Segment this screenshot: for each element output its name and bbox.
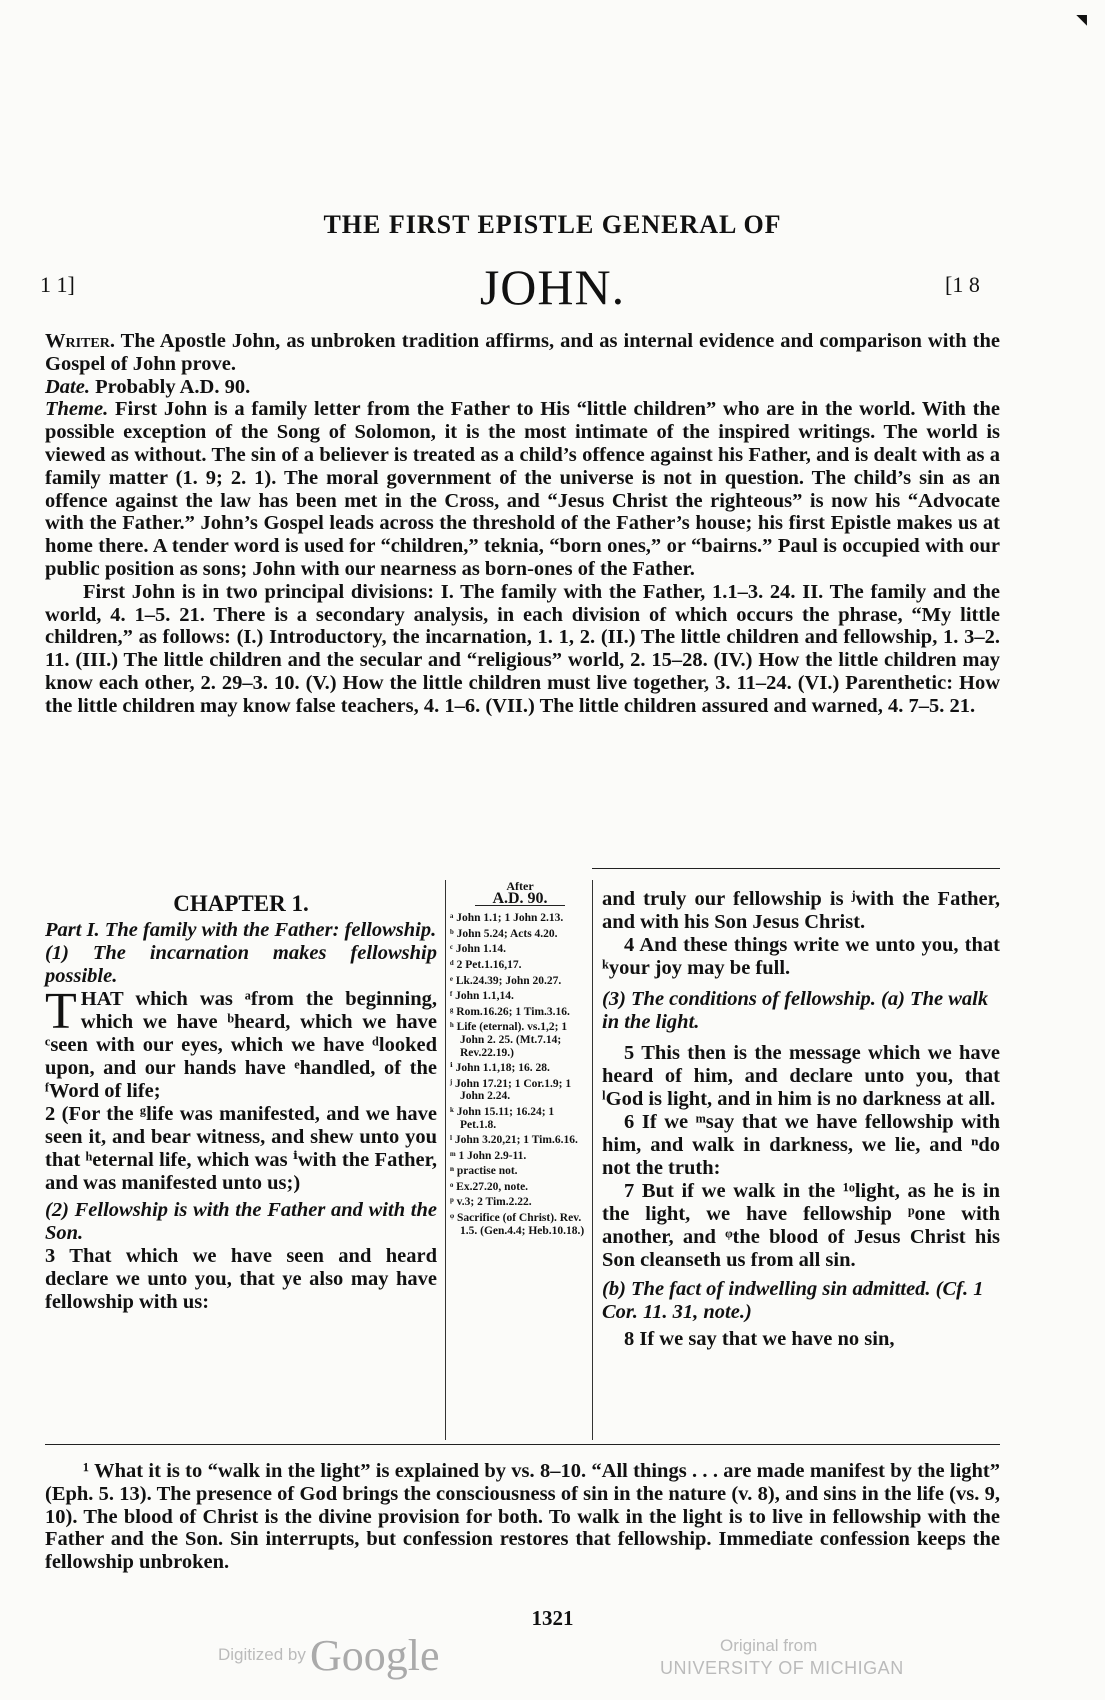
introduction (45, 330, 1000, 718)
university-label: UNIVERSITY OF MICHIGAN (660, 1658, 904, 1678)
margin-reference: ᵍ Rom.16.26; 1 Tim.3.16. (450, 1005, 570, 1018)
margin-reference: ᵉ Lk.24.39; John 20.27. (450, 974, 562, 987)
google-logo: Google (310, 1631, 440, 1680)
margin-reference: ᵈ 2 Pet.1.16,17. (450, 958, 522, 971)
corner-mark: ◥ (1076, 13, 1087, 28)
writer-label: Writer. (45, 330, 115, 352)
epistle-title: THE FIRST EPISTLE GENERAL OF (323, 210, 782, 239)
margin-reference: ᶜ John 1.14. (450, 943, 507, 956)
date-label: Date. (45, 375, 90, 398)
margin-reference: ᶠ John 1.1,14. (450, 990, 514, 1003)
margin-reference: ᵖ v.3; 2 Tim.2.22. (450, 1196, 532, 1209)
section-heading-incarnation: (1) The incarnation makes fellowship possible. (45, 942, 437, 987)
margin-reference: ᵇ John 5.24; Acts 4.20. (450, 927, 558, 940)
margin-references (450, 880, 590, 1240)
column-divider-top (592, 868, 1000, 869)
digitized-by-label: Digitized by (218, 1645, 306, 1664)
reference-list (450, 912, 590, 1237)
verse-3: 3 That which we have seen and heard declare we unto you, that ye also may have fellowship with us: (45, 1245, 437, 1313)
margin-reference: ʲ John 17.21; 1 Cor.1.9; 1 John 2.24. (450, 1077, 572, 1103)
margin-reference: ᵠ Sacrifice (of Christ). Rev. 1.5. (Gen.4.4; Heb.10.18.) (450, 1212, 585, 1237)
original-from-label: Original from (720, 1636, 818, 1655)
left-column (45, 892, 437, 1314)
section-heading-indwelling-sin: (b) The fact of indwelling sin admitted. (Cf. 1 Cor. 11. 31, note.) (602, 1278, 984, 1323)
right-reference: [1 8 (945, 272, 980, 297)
footnote (45, 1460, 1000, 1574)
drop-cap: T (45, 983, 77, 1040)
after-label: After (506, 879, 534, 893)
verse-2: 2 (For the ᵍlife was manifested, and we have seen it, and bear witness, and shew unto you that ʰeternal life, which was ⁱwith the Father, and was manifested unto us;) (45, 1103, 437, 1194)
verse-6: 6 If we ᵐsay that we have fellowship with him, and walk in darkness, we lie, and ⁿdo not the truth: (602, 1111, 1000, 1179)
verse-4: 4 And these things write we unto you, that ᵏyour joy may be full. (602, 934, 1000, 979)
margin-reference: ᵒ Ex.27.20, note. (450, 1180, 529, 1193)
part-heading: Part I. The family with the Father: fellowship. (45, 919, 437, 941)
page-number: 1321 (531, 1606, 574, 1630)
margin-reference: ᵃ John 1.1; 1 John 2.13. (450, 912, 564, 925)
divisions-text: First John is in two principal divisions: I. The family with the Father, 1.1–3. 24. II. The family and the world, 4. 1–5. 21. There is a secondary analysis, in each division of which occurs the phrase, “My little children,” as follows: (I.) Introductory, the incarnation, 1. 1, 2. (II.) The little children and fellowship, 1. 3–2. 11. (III.) The little children and the secular and “religious” world, 2. 15–28. (IV.) How the little children may know each other, 2. 29–3. 10. (V.) How the little children must live together, 3. 11–24. (VI.) Parenthetic: How the little children may know false teachers, 4. 1–6. (VII.) The little children assured and warned, 4. 7–5. 21. (45, 580, 1000, 717)
verse-1: HAT which was ᵃfrom the beginning, which we have ᵇheard, which we have ᶜseen with our eyes, which we have ᵈlooked upon, and our hands have ᵉhandled, of the ᶠWord of life; (45, 988, 437, 1102)
date-text: Probably A.D. 90. (95, 375, 251, 398)
margin-reference: ᵏ John 15.11; 16.24; 1 Pet.1.8. (450, 1105, 555, 1131)
book-title: JOHN. (479, 259, 626, 315)
section-heading-conditions: (3) The conditions of fellowship. (a) The walk in the light. (602, 988, 989, 1033)
chapter-heading: CHAPTER 1. (173, 891, 309, 916)
margin-rule-right (592, 880, 593, 1440)
verse-3-continued: and truly our fellowship is ʲwith the Father, and with his Son Jesus Christ. (602, 888, 1000, 933)
verse-7: 7 But if we walk in the ¹ᵒlight, as he is in the light, we have fellowship ᵖone with another, and ᵠthe blood of Jesus Christ his Son cleanseth us from all sin. (602, 1180, 1000, 1271)
margin-reference: ⁱ John 1.1,18; 16. 28. (450, 1062, 550, 1075)
theme-text: First John is a family letter from the Father to His “little children” who are in the world. With the possible exception of the Song of Solomon, it is the most intimate of the inspired writings. The world is viewed as without. The sin of a believer is treated as a child’s offence against his Father, and is dealt with as a family matter (1. 9; 2. 1). The moral government of the universe is not in question. The child’s sin as an offence against the law has been met in the Cross, and “Jesus Christ the righteous” is now his “Advocate with the Father.” John’s Gospel leads across the threshold of the Father’s house; his first Epistle makes us at home there. A tender word is used for “children,” teknia, “born ones,” or “bairns.” Paul is occupied with our public position as sons; John with our nearness as born-ones of the Father. (45, 398, 1000, 580)
margin-reference: ⁿ practise not. (450, 1165, 518, 1178)
margin-reference: ʰ Life (eternal). vs.1,2; 1 John 2. 25. (Mt.7.14; Rev.22.19.) (450, 1021, 568, 1059)
date-label-margin: A.D. 90. (475, 893, 565, 907)
margin-reference: ˡ John 3.20,21; 1 Tim.6.16. (450, 1134, 578, 1147)
section-heading-fellowship: (2) Fellowship is with the Father and with the Son. (45, 1199, 437, 1244)
verse-8: 8 If we say that we have no sin, (624, 1328, 895, 1350)
footnote-divider (45, 1444, 1000, 1445)
margin-rule-left (445, 880, 446, 1440)
left-reference: 1 1] (40, 272, 75, 297)
writer-text: The Apostle John, as unbroken tradition affirms, and as internal evidence and comparison with the Gospel of John prove. (45, 330, 1000, 375)
margin-reference: ᵐ 1 John 2.9-11. (450, 1149, 527, 1162)
theme-label: Theme. (45, 398, 109, 421)
right-column (602, 888, 1000, 1351)
verse-5: 5 This then is the message which we have heard of him, and declare unto you, that ˡGod is light, and in him is no darkness at all. (602, 1042, 1000, 1110)
footnote-text: ¹ What it is to “walk in the light” is explained by vs. 8–10. “All things . . . are made manifest by the light” (Eph. 5. 13). The presence of God brings the consciousness of sin in the nature (v. 8), and sins in the life (vs. 9, 10). The blood of Christ is the divine provision for both. To walk in the light is to live in fellowship with the Father and the Son. Sin interrupts, but confession restores that fellowship. Immediate confession keeps the fellowship unbroken. (45, 1460, 1000, 1574)
